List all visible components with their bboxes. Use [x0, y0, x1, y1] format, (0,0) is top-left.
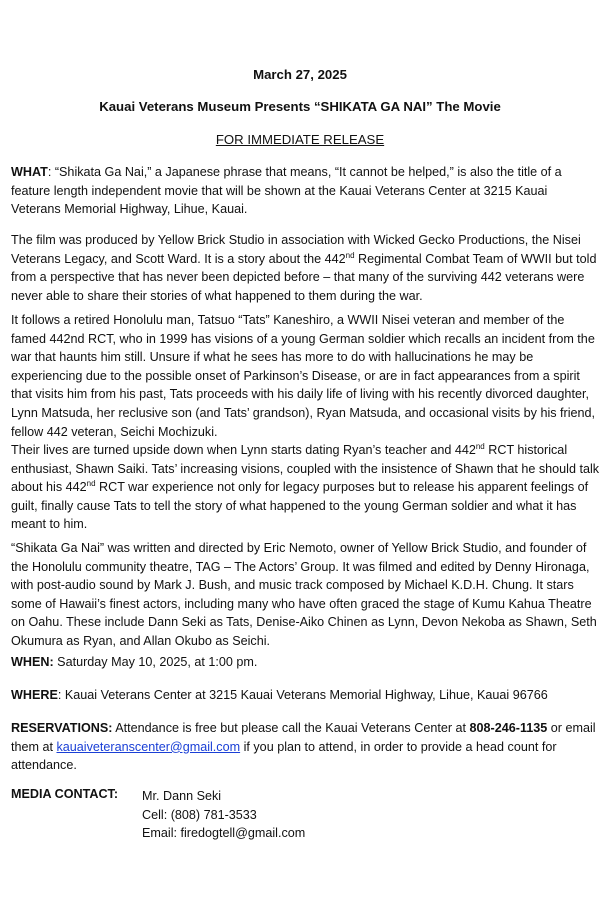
- where-label: WHERE: [11, 688, 58, 702]
- media-contact-details: [142, 787, 305, 843]
- story-paragraph: It follows a retired Honolulu man, Tatsuo “Tats” Kaneshiro, a WWII Nisei veteran and member of the famed 442nd RCT, who in 1999 has visions of a young German soldier which recalls an incident from the war that haunts him still. Unsure if what he sees has more to do with hallucinations he may be experiencing due to the possible onset of Parkinson’s Disease, or are in fact appearances from a spirit that visits him from his past, Tats proceeds with his daily life of living with his recently divorced daughter, Lynn Matsuda, her reclusive son (and Tats’ grandson), Ryan Matsuda, and occasional visits by his friend, fellow 442 veteran, Seichi Mochizuki.: [11, 313, 596, 439]
- what-label: WHAT: [11, 165, 48, 179]
- film-paragraph: The film was produced by Yellow Brick Studio in association with Wicked Gecko Productions, the Nisei Veterans Legacy, and Scott Ward. It is a story about the 442nd Regimental Combat Team of WWII but told from a perspective that has never been depicted before – that many of the surviving 442 veterans were never able to share their stories of what happened to them during the war.: [11, 233, 597, 303]
- immediate-release-heading: FOR IMMEDIATE RELEASE: [215, 132, 385, 147]
- reservations-paragraph: RESERVATIONS: Attendance is free but please call the Kauai Veterans Center at 808-246-1135 or email them at kauaiveteranscenter@gmail.com if you plan to attend, in order to provide a head count for attendance.: [11, 721, 596, 773]
- contact-name: Mr. Dann Seki: [142, 789, 222, 803]
- phone-number: 808-246-1135: [469, 721, 548, 735]
- contact-email: Email: firedogtell@gmail.com: [142, 826, 306, 841]
- where-line: WHERE: Kauai Veterans Center at 3215 Kauai Veterans Memorial Highway, Lihue, Kauai 96766: [11, 688, 548, 702]
- what-paragraph: WHAT: “Shikata Ga Nai,” a Japanese phrase that means, “It cannot be helped,” is also the title of a feature length independent movie that will be shown at the Kauai Veterans Center at 3215 Kauai Veterans Memorial Highway, Lihue, Kauai.: [11, 165, 562, 217]
- email-link[interactable]: kauaiveteranscenter@gmail.com: [56, 739, 241, 754]
- media-contact-label: MEDIA CONTACT:: [11, 787, 119, 801]
- contact-cell: Cell: (808) 781-3533: [142, 807, 257, 822]
- credits-paragraph: “Shikata Ga Nai” was written and directed by Eric Nemoto, owner of Yellow Brick Studio, and founder of the Honolulu community theatre, TAG – The Actors’ Group. It was filmed and edited by Denny Hironaga, with post-audio sound by Mark J. Bush, and music track composed by Michael K.D.H. Chung. It stars some of Hawaii’s finest actors, including many who have often graced the stage of Kumu Kahua Theatre on Oahu. These include Dann Seki as Tats, Denise-Aiko Chinen as Lynn, Devon Nekoba as Shawn, Seth Okumura as Ryan, and Allan Okubo as Seichi.: [11, 541, 597, 648]
- lives-paragraph: Their lives are turned upside down when Lynn starts dating Ryan’s teacher and 442nd RCT historical enthusiast, Shawn Saiki. Tats’ increasing visions, coupled with the insistence of Shawn that he should talk about his 442nd RCT war experience not only for legacy purposes but to release his apparent feelings of guilt, finally cause Tats to tell the story of what happened to the young German soldier and what it has meant to him.: [11, 441, 600, 532]
- when-label: WHEN:: [11, 655, 54, 669]
- release-title: Kauai Veterans Museum Presents “SHIKATA GA NAI” The Movie: [99, 99, 501, 114]
- release-date: March 27, 2025: [253, 67, 347, 82]
- reservations-label: RESERVATIONS:: [11, 721, 113, 735]
- when-line: WHEN: Saturday May 10, 2025, at 1:00 pm.: [11, 655, 258, 669]
